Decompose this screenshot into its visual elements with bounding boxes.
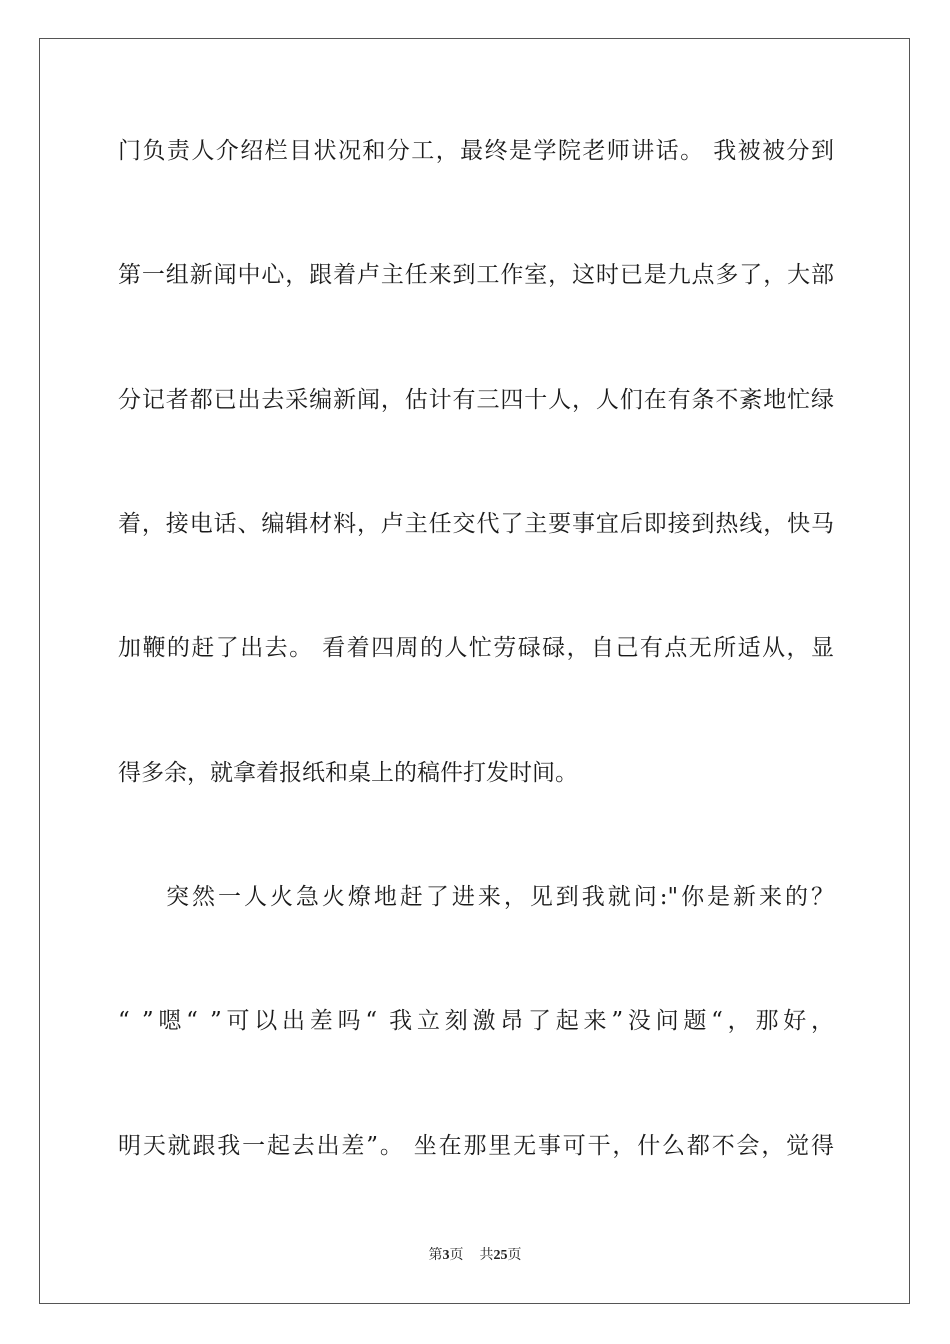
body-text-line-1: 门负责人介绍栏目状况和分工，最终是学院老师讲话。 我被被分到: [118, 138, 834, 164]
page-suffix: 页: [449, 1248, 464, 1263]
body-text-line-5: 加鞭的赶了出去。 看着四周的人忙劳碌碌，自己有点无所适从，显: [118, 635, 834, 661]
total-prefix: 共: [479, 1248, 494, 1263]
page-number: 3: [442, 1248, 450, 1263]
body-text-line-9: 明天就跟我一起去出差”。 坐在那里无事可干，什么都不会，觉得: [118, 1133, 834, 1159]
body-text-line-2: 第一组新闻中心，跟着卢主任来到工作室，这时已是九点多了，大部: [118, 262, 834, 288]
body-text-line-3: 分记者都已出去采编新闻，估计有三四十人，人们在有条不紊地忙绿: [118, 387, 834, 413]
total-pages: 25: [493, 1248, 508, 1263]
body-text-line-8: “ ”嗯“ ”可以出差吗“ 我立刻激昂了起来”没问题“，那好，: [118, 1008, 834, 1034]
page-border: [39, 38, 910, 1304]
body-text-line-7: 突然一人火急火燎地赶了进来，见到我就问:"你是新来的？: [166, 884, 834, 910]
body-text-line-4: 着，接电话、编辑材料，卢主任交代了主要事宜后即接到热线，快马: [118, 511, 834, 537]
body-text-line-6: 得多余，就拿着报纸和桌上的稿件打发时间。: [118, 760, 578, 786]
page-footer: [0, 1247, 950, 1265]
total-suffix: 页: [507, 1248, 522, 1263]
page-prefix: 第: [428, 1248, 443, 1263]
